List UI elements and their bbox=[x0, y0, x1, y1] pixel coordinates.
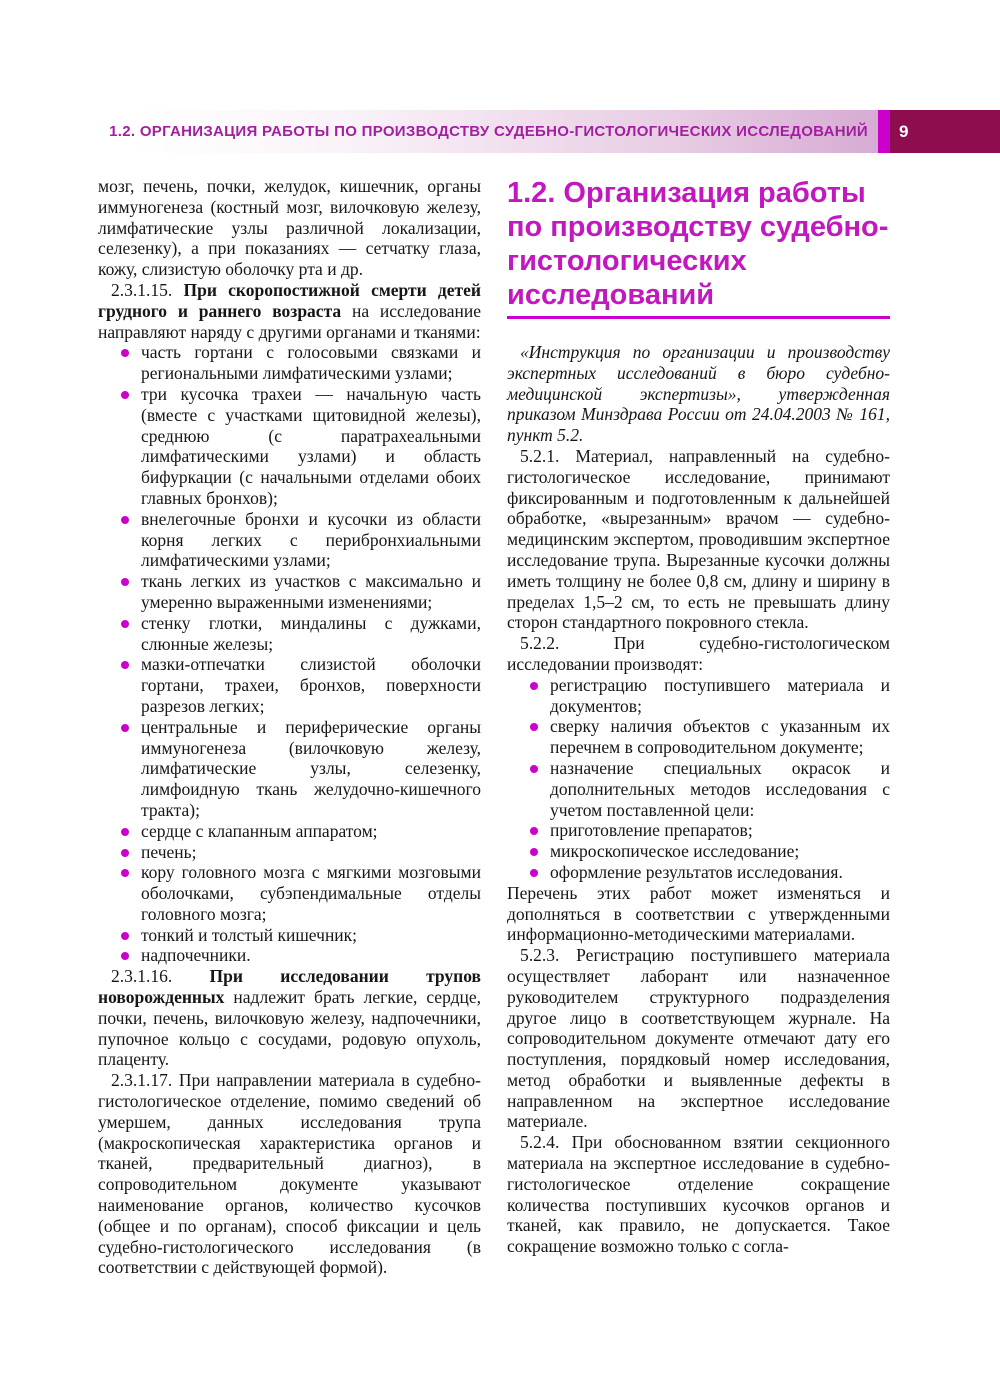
list-item bbox=[98, 842, 481, 863]
paragraph-5-2-2: 5.2.2. При судебно-гистологическом исследовании производят: bbox=[507, 633, 890, 674]
list-item-text: микроскопическое исследование; bbox=[550, 841, 800, 862]
list-item-text: мазки-отпечатки слизистой оболочки гортани, трахеи, бронхов, поверхности разрезов легких; bbox=[141, 654, 481, 716]
list-item-text: печень; bbox=[141, 841, 197, 862]
para-number: 2.3.1.15. bbox=[111, 279, 173, 300]
bullet-icon bbox=[121, 661, 129, 669]
bullet-icon bbox=[530, 848, 538, 856]
bullet-icon bbox=[121, 724, 129, 732]
list-item-text: стенку глотки, миндалины с дужками, слюнные железы; bbox=[141, 612, 481, 654]
paragraph-2-3-1-15 bbox=[98, 280, 481, 342]
para-bold-lead: При скоропостижной смерти детей грудного и раннего возраста bbox=[98, 279, 481, 321]
list-item-text: назначение специальных окрасок и дополнительных методов исследования с учетом поставленной цели: bbox=[550, 757, 890, 820]
list-item-text: тонкий и толстый кишечник; bbox=[141, 924, 358, 945]
list-note-paragraph: Перечень этих работ может изменяться и дополняться в соответствии с утвержденными информационно-методическими материалами. bbox=[507, 882, 890, 945]
heading-rule bbox=[507, 316, 890, 319]
list-item-text: кору головного мозга с мягкими мозговыми оболочками, субэпендимальные отделы головного мозга; bbox=[141, 862, 481, 924]
list-item-text: ткань легких из участков с максимально и умеренно выраженными изменениями; bbox=[141, 571, 481, 612]
list-item-text: внелегочные бронхи и кусочки из области корня легких с перибронхиальными лимфатическими узлами; bbox=[141, 508, 481, 571]
bullet-icon bbox=[121, 349, 129, 357]
list-item bbox=[98, 342, 481, 384]
list-item bbox=[507, 716, 890, 758]
list-item-text: сердце с клапанным аппаратом; bbox=[141, 820, 378, 841]
paragraph-2-3-1-17: 2.3.1.17. При направлении материала в судебно-гистологическое отделение, помимо сведений об умершем, данных исследования трупа (макроскопическая характеристика органов и тканей, предварительный диагноз), в сопроводительном документе указывают наименование органов, количество кусочков (общее и по органам), способ фиксации и цель судебно-гистологического исследования (в соответствии с действующей формой). bbox=[98, 1070, 481, 1278]
organ-list bbox=[98, 342, 481, 966]
bullet-icon bbox=[121, 869, 129, 877]
list-item-text: центральные и периферические органы иммуногенеза (вилочковую железу, лимфатические узлы, селезенку, лимфоидную ткань желудочно-кишечного тракта); bbox=[141, 716, 481, 820]
bullet-icon bbox=[530, 869, 538, 877]
bullet-icon bbox=[121, 391, 129, 399]
running-header-band bbox=[109, 110, 878, 153]
para-bold-lead: При исследовании трупов новорожденных bbox=[98, 966, 481, 1008]
list-item bbox=[507, 675, 890, 717]
running-header-title: 1.2. ОРГАНИЗАЦИЯ РАБОТЫ ПО ПРОИЗВОДСТВУ СУДЕБНО-ГИСТОЛОГИЧЕСКИХ ИССЛЕДОВАНИЙ bbox=[109, 123, 868, 140]
list-item bbox=[98, 862, 481, 924]
bullet-icon bbox=[530, 682, 538, 690]
para-text: надлежит брать легкие, сердце, почки, печень, вилочковую железу, надпочечники, пупочное кольцо с сосудами, родовую опухоль, плаценту. bbox=[98, 987, 482, 1070]
bullet-icon bbox=[121, 932, 129, 940]
text-columns bbox=[98, 176, 890, 1278]
list-item-text: регистрацию поступившего материала и документов; bbox=[550, 674, 890, 716]
list-item bbox=[507, 820, 890, 841]
para-text: на исследование направляют наряду с другими органами и тканями: bbox=[98, 300, 482, 342]
left-column bbox=[98, 176, 481, 1278]
list-item bbox=[98, 717, 481, 821]
bullet-icon bbox=[530, 765, 538, 773]
list-item bbox=[98, 821, 481, 842]
right-column bbox=[507, 176, 890, 1278]
list-item bbox=[98, 613, 481, 655]
bullet-icon bbox=[121, 952, 129, 960]
list-item-text: надпочечники. bbox=[141, 945, 251, 966]
bullet-icon bbox=[121, 516, 129, 524]
header-accent-strip bbox=[878, 110, 890, 153]
list-item bbox=[507, 841, 890, 862]
bullet-icon bbox=[121, 620, 129, 628]
epigraph-paragraph: «Инструкция по организации и производству экспертных исследований в бюро судебно-медицинской экспертизы», утвержденная приказом Минздрава России от 24.04.2003 № 161, пункт 5.2. bbox=[507, 342, 890, 446]
list-item bbox=[98, 384, 481, 509]
list-item bbox=[98, 654, 481, 716]
list-item-text: три кусочка трахеи — начальную часть (вместе с участками щитовидной железы), среднюю (с паратрахеальными лимфатическими узлами) и область бифуркации (с начальными отделами обоих главных бронхов); bbox=[141, 383, 481, 508]
paragraph-5-2-1: 5.2.1. Материал, направленный на судебно-гистологическое исследование, принимают фиксированным и подготовленным к дальнейшей обработке, «вырезанным» врачом — судебно-медицинским экспертом, проводившим экспертное исследование трупа. Вырезанные кусочки должны иметь толщину не более 0,8 см, длину и ширину в пределах 1,5–2 см, то есть не превышать длину сторон стандартного покровного стекла. bbox=[507, 445, 890, 633]
list-item bbox=[507, 758, 890, 820]
list-item-text: оформление результатов исследования. bbox=[550, 861, 843, 882]
continuation-paragraph: мозг, печень, почки, желудок, кишечник, органы иммуногенеза (костный мозг, вилочковую железу, лимфатические узлы различной локализации, селезенку), а при показаниях — сетчатку глаза, кожу, слизистую оболочку рта и др. bbox=[98, 176, 481, 280]
bullet-icon bbox=[121, 578, 129, 586]
list-item bbox=[507, 862, 890, 883]
bullet-icon bbox=[530, 723, 538, 731]
paragraph-5-2-3: 5.2.3. Регистрацию поступившего материала осуществляет лаборант или назначенное руководителем структурного подразделения другое лицо в соответствующем журнале. На сопроводительном документе отмечают дату его поступления, порядковый номер исследования, метод обработки и выявленные дефекты в направленном на экспертное исследование материале. bbox=[507, 945, 890, 1132]
page-number: 9 bbox=[899, 121, 909, 141]
para-number: 2.3.1.16. bbox=[111, 966, 173, 987]
procedures-list bbox=[507, 675, 890, 883]
list-item-text: приготовление препаратов; bbox=[550, 820, 753, 841]
bullet-icon bbox=[121, 849, 129, 857]
list-item bbox=[98, 945, 481, 966]
paragraph-2-3-1-16 bbox=[98, 966, 481, 1070]
bullet-icon bbox=[530, 827, 538, 835]
section-heading: 1.2. Организация работы по производству судебно-гистологических исследований bbox=[507, 177, 889, 311]
bullet-icon bbox=[121, 828, 129, 836]
page-number-box bbox=[890, 110, 1000, 153]
list-item bbox=[98, 571, 481, 613]
list-item bbox=[98, 925, 481, 946]
list-item-text: часть гортани с голосовыми связками и региональными лимфатическими узлами; bbox=[141, 342, 481, 384]
list-item bbox=[98, 509, 481, 571]
paragraph-5-2-4: 5.2.4. При обоснованном взятии секционного материала на экспертное исследование в судебно-гистологическое отделение сокращение количества поступивших кусочков органов и тканей, как правило, не допускается. Такое сокращение возможно только с согла- bbox=[507, 1132, 890, 1257]
list-item-text: сверку наличия объектов с указанным их перечнем в сопроводительном документе; bbox=[550, 716, 890, 758]
